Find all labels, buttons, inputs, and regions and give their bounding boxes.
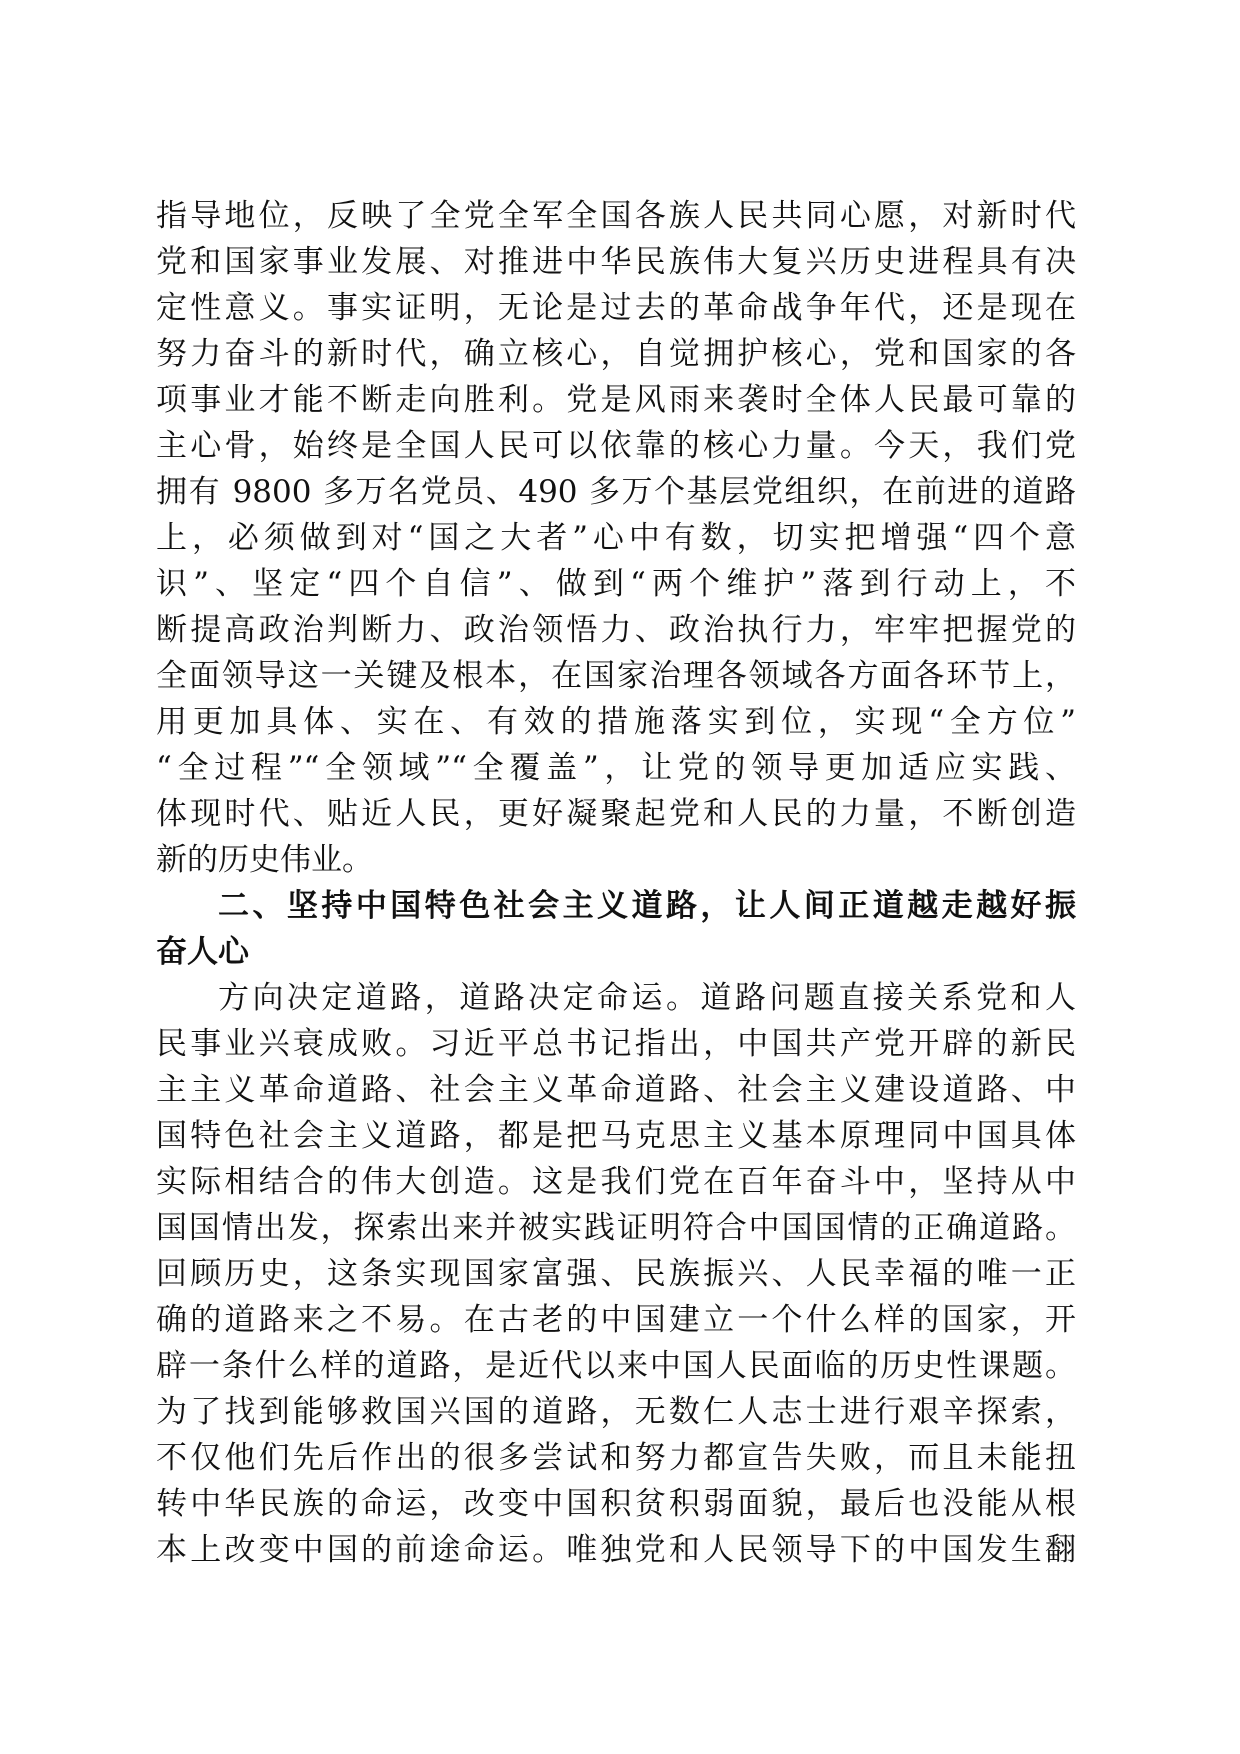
text-line: 方向决定道路，道路决定命运。道路问题直接关系党和人	[218, 980, 1076, 1016]
text-line: 回顾历史，这条实现国家富强、民族振兴、人民幸福的唯一正	[156, 1256, 1076, 1292]
text-line: 上，必须做到对“国之大者”心中有数，切实把增强“四个意	[156, 520, 1076, 556]
text-line: 为了找到能够救国兴国的道路，无数仁人志士进行艰辛探索，	[156, 1394, 1076, 1430]
text-line: 主心骨，始终是全国人民可以依靠的核心力量。今天，我们党	[156, 428, 1076, 464]
text-line: 拥有 9800 多万名党员、490 多万个基层党组织，在前进的道路	[156, 474, 1076, 510]
text-line: 定性意义。事实证明，无论是过去的革命战争年代，还是现在	[156, 290, 1076, 326]
text-line: 新的历史伟业。	[156, 842, 373, 878]
text-line: 识”、坚定“四个自信”、做到“两个维护”落到行动上，不	[156, 566, 1076, 602]
text-line: 确的道路来之不易。在古老的中国建立一个什么样的国家，开	[156, 1302, 1076, 1338]
text-line: 项事业才能不断走向胜利。党是风雨来袭时全体人民最可靠的	[156, 382, 1076, 418]
paragraph-road	[156, 975, 1076, 1573]
text-line: 主主义革命道路、社会主义革命道路、社会主义建设道路、中	[156, 1072, 1076, 1108]
text-line: 党和国家事业发展、对推进中华民族伟大复兴历史进程具有决	[156, 244, 1076, 280]
text-line: “全过程”“全领域”“全覆盖”，让党的领导更加适应实践、	[156, 750, 1076, 786]
text-line: 国国情出发，探索出来并被实践证明符合中国国情的正确道路。	[156, 1210, 1076, 1246]
text-line: 全面领导这一关键及根本，在国家治理各领域各方面各环节上，	[156, 658, 1076, 694]
section-heading	[156, 883, 1076, 975]
text-line: 民事业兴衰成败。习近平总书记指出，中国共产党开辟的新民	[156, 1026, 1076, 1062]
heading-line: 二、坚持中国特色社会主义道路，让人间正道越走越好振	[218, 888, 1076, 924]
text-line: 实际相结合的伟大创造。这是我们党在百年奋斗中，坚持从中	[156, 1164, 1076, 1200]
text-line: 努力奋斗的新时代，确立核心，自觉拥护核心，党和国家的各	[156, 336, 1076, 372]
heading-line: 奋人心	[156, 934, 249, 970]
text-line: 转中华民族的命运，改变中国积贫积弱面貌，最后也没能从根	[156, 1486, 1076, 1522]
text-line: 断提高政治判断力、政治领悟力、政治执行力，牢牢把握党的	[156, 612, 1076, 648]
text-line: 辟一条什么样的道路，是近代以来中国人民面临的历史性课题。	[156, 1348, 1076, 1384]
text-line: 本上改变中国的前途命运。唯独党和人民领导下的中国发生翻	[156, 1532, 1076, 1568]
paragraph-party-leadership	[156, 193, 1076, 883]
text-line: 指导地位，反映了全党全军全国各族人民共同心愿，对新时代	[156, 198, 1076, 234]
text-line: 不仅他们先后作出的很多尝试和努力都宣告失败，而且未能扭	[156, 1440, 1076, 1476]
document-body	[156, 193, 1076, 1573]
text-line: 体现时代、贴近人民，更好凝聚起党和人民的力量，不断创造	[156, 796, 1076, 832]
text-line: 国特色社会主义道路，都是把马克思主义基本原理同中国具体	[156, 1118, 1076, 1154]
text-line: 用更加具体、实在、有效的措施落实到位，实现“全方位”	[156, 704, 1076, 740]
